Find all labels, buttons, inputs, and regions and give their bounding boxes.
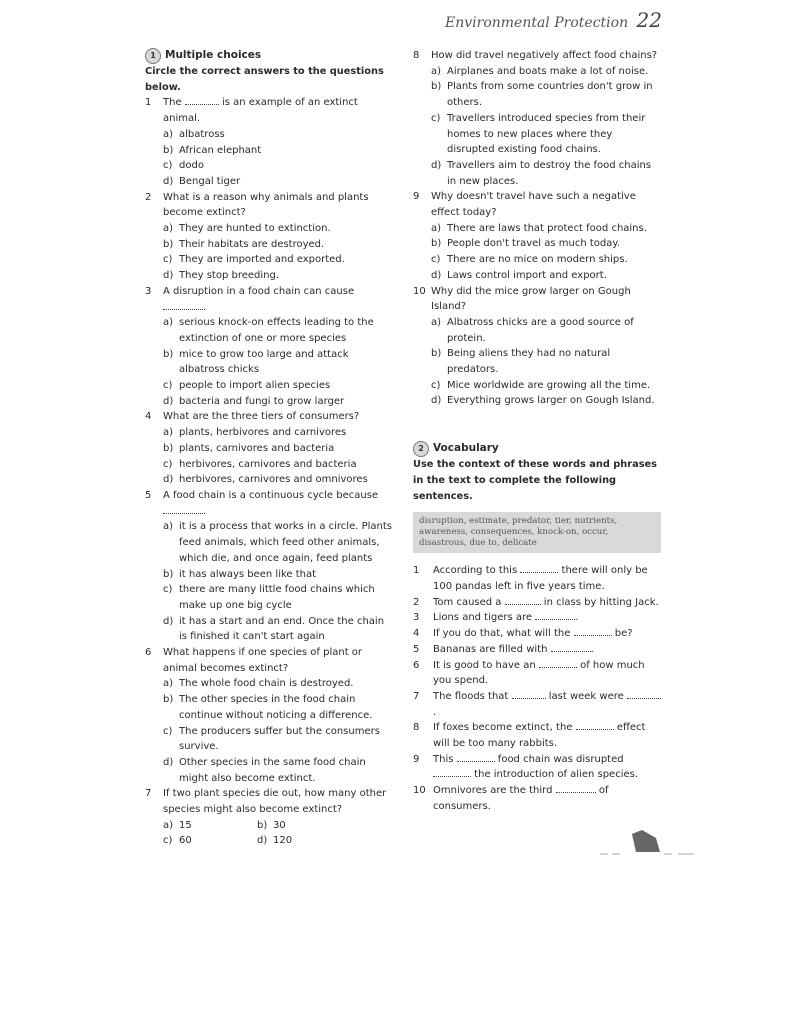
corner-ornament-icon (598, 828, 698, 858)
option[interactable]: a) The whole food chain is destroyed. (163, 678, 354, 690)
word-box: disruption, estimate, predator, tier, nutrients, awareness, consequences, knock-on, occur, disastrous, due to, delicate (413, 512, 661, 553)
question-text: How did travel negatively affect food chains? (431, 50, 658, 61)
answer-blank[interactable] (163, 504, 203, 514)
question-8 (413, 48, 663, 64)
question-number: 10 (413, 285, 426, 297)
question-number: 1 (145, 97, 152, 109)
section-2-instruction: Use the context of these words and phrases in the text to complete the following sentences. (413, 459, 658, 502)
question-number: 5 (145, 489, 152, 501)
answer-blank[interactable] (539, 658, 577, 668)
option[interactable]: b) mice to grow too large and attack albatross chicks (163, 348, 349, 376)
answer-blank[interactable] (535, 610, 575, 620)
option[interactable]: d) Other species in the same food chain might also become extinct. (163, 756, 366, 784)
question-number: 4 (145, 411, 152, 423)
option[interactable]: d) Laws control import and export. (431, 269, 607, 281)
vocab-sentence-1: 1 According to this there will only be 100 pandas left in five years time. (413, 565, 648, 592)
section-2-heading: Vocabulary (433, 442, 499, 455)
running-header (445, 8, 662, 32)
vocab-sentence-4: 4 If you do that, what will the be? (413, 628, 633, 640)
option[interactable]: b) Being aliens they had no natural predators. (431, 348, 611, 376)
vocab-sentence-10: 10 Omnivores are the third of consumers. (413, 785, 609, 812)
option[interactable]: c) there are many little food chains which make up one big cycle (163, 584, 375, 611)
option[interactable]: d) 120 (257, 835, 293, 847)
section-1-heading: Multiple choices (165, 49, 262, 62)
option[interactable]: b) Their habitats are destroyed. (163, 238, 325, 250)
vocab-sentence-9: 9 This food chain was disrupted the introduction of alien species. (413, 753, 639, 781)
question-1 (145, 95, 395, 126)
answer-blank[interactable] (163, 300, 203, 310)
option[interactable]: d) bacteria and fungi to grow larger (163, 395, 345, 407)
section-number-badge: 1 (145, 48, 161, 64)
question-text: What happens if one species of plant or animal becomes extinct? (163, 647, 363, 674)
question-number: 8 (413, 50, 420, 61)
left-column (145, 48, 395, 849)
answer-blank[interactable] (556, 783, 596, 793)
option[interactable]: a) They are hunted to extinction. (163, 223, 331, 235)
option[interactable]: b) Plants from some countries don't grow in others. (431, 81, 653, 109)
option[interactable]: d) Travellers aim to destroy the food chains in new places. (431, 159, 652, 187)
option[interactable]: b) African elephant (163, 144, 262, 156)
option[interactable]: c) There are no mice on modern ships. (431, 254, 628, 266)
option[interactable]: a) Airplanes and boats make a lot of noise. (431, 65, 649, 77)
vocab-sentence-3: 3 Lions and tigers are . (413, 612, 579, 624)
option[interactable]: c) The producers suffer but the consumers survive. (163, 725, 380, 753)
option[interactable]: a) 15 (163, 819, 192, 831)
vocab-sentence-5: 5 Bananas are filled with . (413, 643, 594, 655)
section-2-title (413, 441, 663, 457)
question-text: Why doesn't travel have such a negative effect today? (431, 191, 636, 219)
right-column (413, 48, 663, 815)
answer-blank[interactable] (574, 626, 612, 636)
option-grid (145, 818, 395, 849)
question-number: 7 (145, 788, 152, 800)
vocab-sentence-7: 7 The floods that last week were . (413, 689, 663, 720)
question-text: A food chain is a continuous cycle because . (163, 489, 379, 517)
question-6 (145, 645, 395, 676)
question-number: 9 (413, 191, 420, 203)
option[interactable]: c) herbivores, carnivores and bacteria (163, 458, 357, 470)
option[interactable]: c) They are imported and exported. (163, 254, 345, 266)
question-text: The is an example of an extinct animal. (163, 97, 358, 125)
answer-blank[interactable] (185, 95, 219, 105)
answer-blank[interactable] (551, 642, 591, 652)
option[interactable]: b) 30 (257, 819, 286, 831)
question-text: Why did the mice grow larger on Gough Island? (431, 285, 631, 313)
question-text: What is a reason why animals and plants become extinct? (163, 191, 369, 219)
option[interactable]: c) people to import alien species (163, 380, 331, 392)
answer-blank[interactable] (433, 767, 471, 777)
header-title: Environmental Protection (445, 15, 629, 31)
option[interactable]: b) plants, carnivores and bacteria (163, 442, 335, 454)
answer-blank[interactable] (512, 689, 546, 699)
question-4 (145, 409, 395, 425)
section-1-instruction: Circle the correct answers to the questions below. (145, 66, 384, 93)
option[interactable]: c) 60 (163, 835, 192, 847)
question-number: 3 (145, 285, 152, 297)
question-9 (413, 189, 663, 220)
option[interactable]: d) They stop breeding. (163, 270, 280, 282)
option[interactable]: c) dodo (163, 160, 204, 172)
question-7 (145, 786, 395, 817)
option[interactable]: d) Bengal tiger (163, 175, 241, 187)
section-number-badge: 2 (413, 441, 429, 457)
vocab-sentence-8: 8 If foxes become extinct, the effect will be too many rabbits. (413, 722, 646, 750)
answer-blank[interactable] (627, 689, 661, 699)
option[interactable]: d) it has a start and an end. Once the chain is finished it can't start again (163, 615, 385, 643)
section-1-title (145, 48, 395, 64)
option[interactable]: b) The other species in the food chain continue without noticing a difference. (163, 694, 373, 721)
option[interactable]: a) serious knock-on effects leading to the extinction of one or more species (163, 317, 374, 344)
question-text: A disruption in a food chain can cause . (163, 285, 355, 313)
question-2 (145, 190, 395, 221)
question-number: 2 (145, 191, 152, 203)
answer-blank[interactable] (505, 595, 541, 605)
question-text: What are the three tiers of consumers? (163, 411, 360, 423)
option[interactable]: d) Everything grows larger on Gough Island. (431, 395, 655, 407)
question-5 (145, 488, 395, 519)
option[interactable]: a) Albatross chicks are a good source of protein. (431, 316, 634, 344)
option[interactable]: a) it is a process that works in a circle. Plants feed animals, which feed other animals, which die, and once again, feed plants (163, 521, 392, 564)
vocab-sentence-6: 6 It is good to have an of how much you spend. (413, 659, 645, 687)
question-3 (145, 284, 395, 315)
option[interactable]: c) Travellers introduced species from their homes to new places where they disrupted existing food chains. (431, 112, 646, 156)
option[interactable]: d) herbivores, carnivores and omnivores (163, 474, 368, 486)
page-number: 22 (636, 8, 662, 32)
option[interactable]: b) it has always been like that (163, 568, 317, 580)
question-number: 6 (145, 647, 152, 659)
option[interactable]: b) People don't travel as much today. (431, 238, 621, 250)
answer-blank[interactable] (457, 752, 495, 762)
question-10 (413, 284, 663, 315)
option[interactable]: a) albatross (163, 128, 225, 140)
option[interactable]: a) plants, herbivores and carnivores (163, 427, 347, 439)
option[interactable]: a) There are laws that protect food chains. (431, 222, 647, 234)
answer-blank[interactable] (520, 563, 558, 573)
vocab-sentence-2: 2 Tom caused a in class by hitting Jack. (413, 596, 659, 608)
question-text: If two plant species die out, how many other species might also become extinct? (163, 788, 387, 816)
option[interactable]: c) Mice worldwide are growing all the time. (431, 379, 651, 391)
answer-blank[interactable] (576, 720, 614, 730)
